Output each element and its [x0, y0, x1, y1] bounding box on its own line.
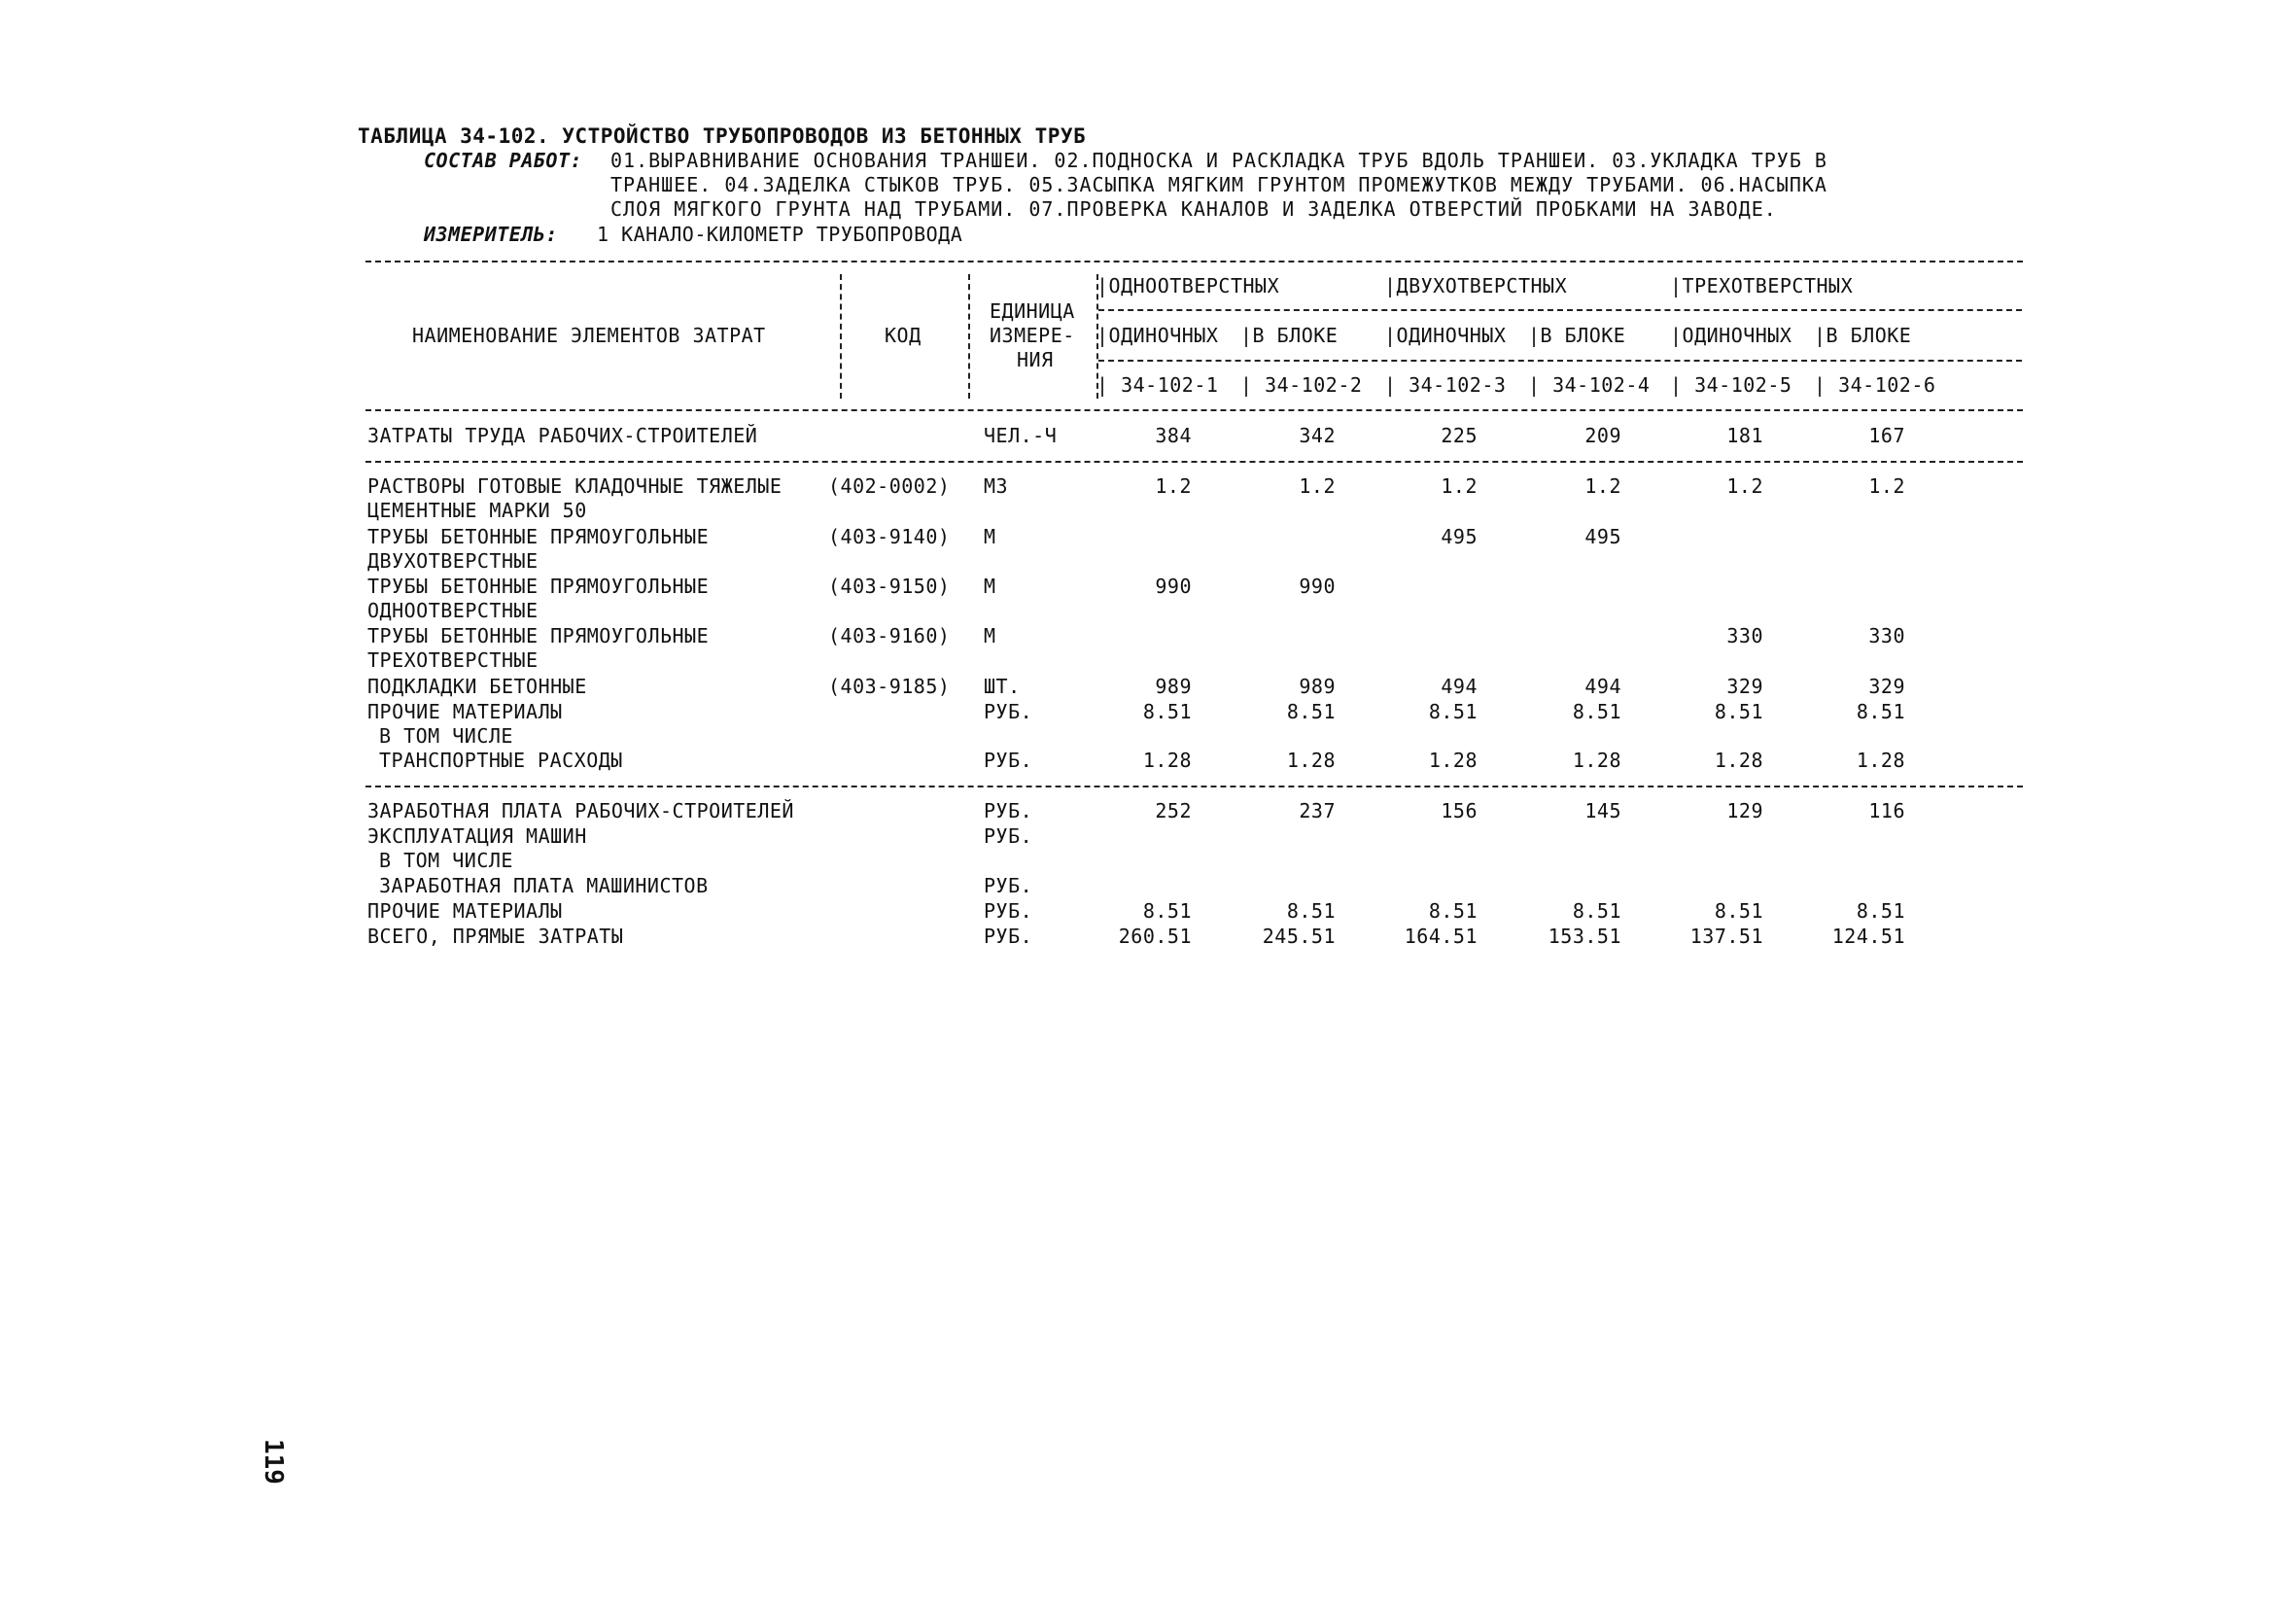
row-value: 8.51	[1572, 899, 1621, 923]
norm-code-3: | 34-102-3	[1384, 373, 1507, 397]
norm-code-1: | 34-102-1	[1096, 373, 1219, 397]
row-value: 8.51	[1572, 700, 1621, 723]
row-value: 330	[1868, 624, 1905, 647]
row-value: 990	[1299, 575, 1336, 598]
norm-code-6: | 34-102-6	[1814, 373, 1936, 397]
row-value: 209	[1584, 424, 1621, 447]
head-divider-code	[968, 274, 970, 399]
group-two-hole: |ДВУХОТВЕРСТНЫХ	[1384, 274, 1568, 297]
row-value: 1.28	[1714, 749, 1763, 772]
row-value: 1.28	[1856, 749, 1905, 772]
row-unit: РУБ.	[984, 899, 1033, 923]
row-value: 8.51	[1856, 899, 1905, 923]
row-value: 1.2	[1155, 474, 1192, 498]
row-value: 181	[1726, 424, 1763, 447]
row-unit: ЧЕЛ.-Ч	[984, 424, 1058, 447]
row-value: 252	[1155, 799, 1192, 822]
subgroup-4: |В БЛОКЕ	[1528, 324, 1626, 347]
row-value: 495	[1584, 525, 1621, 548]
row-name-line: ТРУБЫ БЕТОННЫЕ ПРЯМОУГОЛЬНЫЕ	[367, 525, 710, 548]
row-value: 8.51	[1286, 899, 1336, 923]
row-value: 8.51	[1714, 700, 1763, 723]
row-name-line: ТРУБЫ БЕТОННЫЕ ПРЯМОУГОЛЬНЫЕ	[367, 575, 710, 598]
row-value: 8.51	[1428, 899, 1478, 923]
row-name-line: ПРОЧИЕ МАТЕРИАЛЫ	[367, 899, 563, 923]
row-unit: М	[984, 525, 996, 548]
row-name-line: В ТОМ ЧИСЛЕ	[379, 849, 513, 872]
row-value: 1.2	[1726, 474, 1763, 498]
section-rule-1	[365, 461, 2023, 463]
row-name-line: ЗАТРАТЫ ТРУДА РАБОЧИХ-СТРОИТЕЛЕЙ	[367, 424, 758, 447]
row-name-line: ПОДКЛАДКИ БЕТОННЫЕ	[367, 675, 587, 698]
row-name-line: ВСЕГО, ПРЯМЫЕ ЗАТРАТЫ	[367, 925, 624, 948]
row-value: 330	[1726, 624, 1763, 647]
row-name-line: ЭКСПЛУАТАЦИЯ МАШИН	[367, 824, 587, 848]
row-value: 1.28	[1142, 749, 1192, 772]
work-composition-line-3: СЛОЯ МЯГКОГО ГРУНТА НАД ТРУБАМИ. 07.ПРОВЕРКА КАНАЛОВ И ЗАДЕЛКА ОТВЕРСТИЙ ПРОБКАМИ НА ЗАВОДЕ.	[610, 197, 1777, 221]
subgroup-6: |В БЛОКЕ	[1814, 324, 1912, 347]
head-divider-name	[840, 274, 842, 399]
row-value: 137.51	[1689, 925, 1763, 948]
row-value: 8.51	[1714, 899, 1763, 923]
row-resource-code: (402-0002)	[828, 474, 951, 498]
work-composition-line-1: 01.ВЫРАВНИВАНИЕ ОСНОВАНИЯ ТРАНШЕИ. 02.ПОДНОСКА И РАСКЛАДКА ТРУБ ВДОЛЬ ТРАНШЕИ. 03.УКЛАДКА ТРУБ В	[610, 149, 1827, 172]
head-subrule-2	[1098, 360, 2022, 362]
row-value: 329	[1868, 675, 1905, 698]
row-value: 1.2	[1441, 474, 1478, 498]
head-code: КОД	[885, 324, 922, 347]
group-one-hole: |ОДНООТВЕРСТНЫХ	[1096, 274, 1280, 297]
meter-value: 1 КАНАЛО-КИЛОМЕТР ТРУБОПРОВОДА	[597, 223, 963, 246]
row-name-line: РАСТВОРЫ ГОТОВЫЕ КЛАДОЧНЫЕ ТЯЖЕЛЫЕ	[367, 474, 783, 498]
section-rule-2	[365, 786, 2023, 787]
row-value: 1.28	[1572, 749, 1621, 772]
row-resource-code: (403-9140)	[828, 525, 951, 548]
row-value: 8.51	[1856, 700, 1905, 723]
row-unit: М	[984, 624, 996, 647]
row-name-line: В ТОМ ЧИСЛЕ	[379, 724, 513, 748]
row-value: 1.2	[1299, 474, 1336, 498]
subgroup-3: |ОДИНОЧНЫХ	[1384, 324, 1507, 347]
head-unit-2: ИЗМЕРЕ-	[990, 324, 1075, 347]
row-unit: М	[984, 575, 996, 598]
row-resource-code: (403-9185)	[828, 675, 951, 698]
row-value: 384	[1155, 424, 1192, 447]
row-unit: РУБ.	[984, 874, 1033, 897]
row-unit: РУБ.	[984, 925, 1033, 948]
row-value: 225	[1441, 424, 1478, 447]
row-unit: М3	[984, 474, 1009, 498]
subgroup-1: |ОДИНОЧНЫХ	[1096, 324, 1219, 347]
row-value: 260.51	[1118, 925, 1192, 948]
head-name: НАИМЕНОВАНИЕ ЭЛЕМЕНТОВ ЗАТРАТ	[412, 324, 766, 347]
row-value: 164.51	[1404, 925, 1478, 948]
row-resource-code: (403-9160)	[828, 624, 951, 647]
row-unit: РУБ.	[984, 799, 1033, 822]
row-name-line: ОДНООТВЕРСТНЫЕ	[367, 599, 539, 622]
group-three-hole: |ТРЕХОТВЕРСТНЫХ	[1670, 274, 1854, 297]
head-unit-1: ЕДИНИЦА	[990, 299, 1075, 323]
row-unit: РУБ.	[984, 749, 1033, 772]
head-unit-3: НИЯ	[1017, 348, 1054, 371]
row-resource-code: (403-9150)	[828, 575, 951, 598]
norm-code-2: | 34-102-2	[1240, 373, 1363, 397]
row-value: 494	[1584, 675, 1621, 698]
row-value: 8.51	[1428, 700, 1478, 723]
row-name-line: ТРЕХОТВЕРСТНЫЕ	[367, 648, 539, 672]
meter-label: ИЗМЕРИТЕЛЬ:	[424, 223, 558, 246]
row-value: 124.51	[1831, 925, 1905, 948]
row-name-line: ЦЕМЕНТНЫЕ МАРКИ 50	[367, 499, 587, 522]
row-name-line: ТРУБЫ БЕТОННЫЕ ПРЯМОУГОЛЬНЫЕ	[367, 624, 710, 647]
row-value: 156	[1441, 799, 1478, 822]
row-value: 8.51	[1286, 700, 1336, 723]
row-value: 494	[1441, 675, 1478, 698]
row-value: 129	[1726, 799, 1763, 822]
row-unit: РУБ.	[984, 824, 1033, 848]
subgroup-5: |ОДИНОЧНЫХ	[1670, 324, 1792, 347]
row-value: 145	[1584, 799, 1621, 822]
work-composition-label: СОСТАВ РАБОТ:	[424, 149, 583, 172]
row-value: 1.2	[1584, 474, 1621, 498]
row-value: 237	[1299, 799, 1336, 822]
row-value: 989	[1299, 675, 1336, 698]
row-name-line: ЗАРАБОТНАЯ ПЛАТА МАШИНИСТОВ	[379, 874, 709, 897]
norm-code-4: | 34-102-4	[1528, 373, 1651, 397]
row-value: 1.2	[1868, 474, 1905, 498]
row-unit: ШТ.	[984, 675, 1021, 698]
table-title: ТАБЛИЦА 34-102. УСТРОЙСТВО ТРУБОПРОВОДОВ ИЗ БЕТОННЫХ ТРУБ	[358, 124, 1087, 148]
row-value: 329	[1726, 675, 1763, 698]
row-value: 167	[1868, 424, 1905, 447]
row-value: 8.51	[1142, 899, 1192, 923]
row-unit: РУБ.	[984, 700, 1033, 723]
row-value: 153.51	[1548, 925, 1621, 948]
page-number: 119	[259, 1439, 288, 1485]
head-subrule-1	[1098, 309, 2022, 311]
row-name-line: ДВУХОТВЕРСТНЫЕ	[367, 549, 539, 573]
row-value: 989	[1155, 675, 1192, 698]
row-name-line: ЗАРАБОТНАЯ ПЛАТА РАБОЧИХ-СТРОИТЕЛЕЙ	[367, 799, 794, 822]
row-value: 495	[1441, 525, 1478, 548]
subgroup-2: |В БЛОКЕ	[1240, 324, 1339, 347]
norm-code-5: | 34-102-5	[1670, 373, 1792, 397]
row-value: 245.51	[1262, 925, 1336, 948]
row-value: 8.51	[1142, 700, 1192, 723]
row-name-line: ТРАНСПОРТНЫЕ РАСХОДЫ	[379, 749, 623, 772]
row-name-line: ПРОЧИЕ МАТЕРИАЛЫ	[367, 700, 563, 723]
work-composition-line-2: ТРАНШЕЕ. 04.ЗАДЕЛКА СТЫКОВ ТРУБ. 05.ЗАСЫПКА МЯГКИМ ГРУНТОМ ПРОМЕЖУТКОВ МЕЖДУ ТРУБАМИ. 06.НАСЫПКА	[610, 173, 1827, 196]
row-value: 990	[1155, 575, 1192, 598]
table-head-rule	[365, 409, 2023, 411]
row-value: 1.28	[1286, 749, 1336, 772]
row-value: 342	[1299, 424, 1336, 447]
row-value: 1.28	[1428, 749, 1478, 772]
row-value: 116	[1868, 799, 1905, 822]
table-top-rule	[365, 261, 2023, 262]
